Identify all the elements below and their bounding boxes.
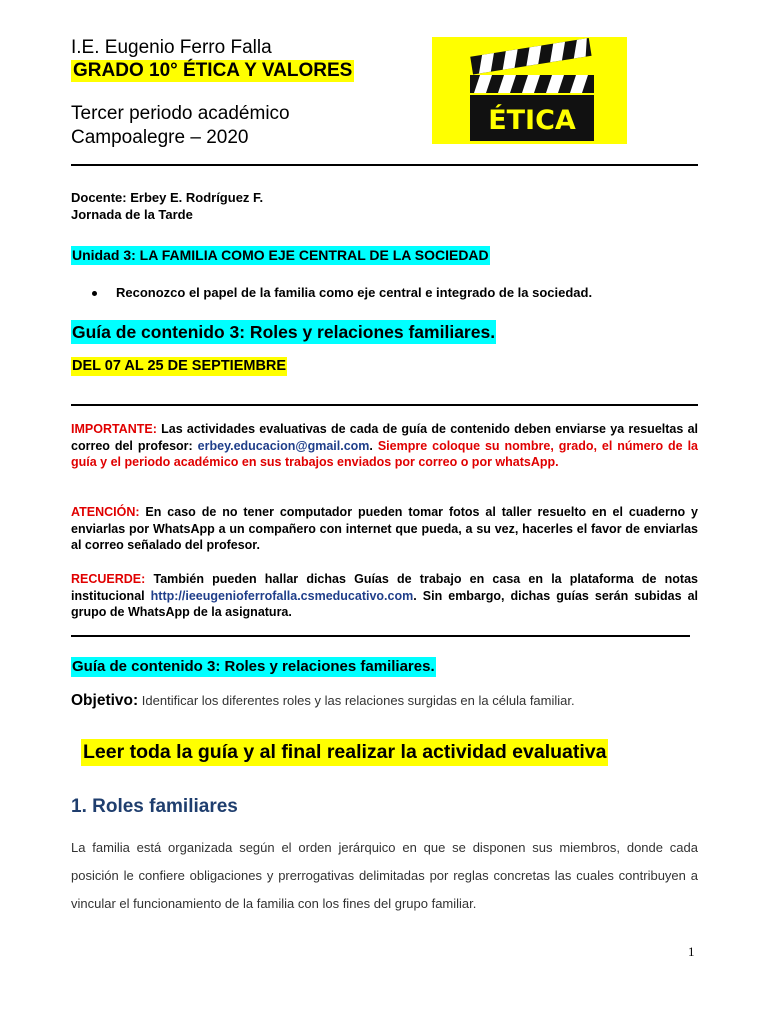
remember-label: RECUERDE: [71,572,146,586]
teacher-email-link[interactable]: erbey.educacion@gmail.com [197,438,370,453]
important-label: IMPORTANTE: [71,422,157,436]
platform-link[interactable]: http://ieeugenioferrofalla.csmeducativo.com [150,588,414,603]
attention-text: En caso de no tener computador pueden tomar fotos al taller resuelto en el cuaderno y enviarlas por WhatsApp a un compañero con internet que pueda, a su vez, hacerles el favor de enviarlas al correo señalado del profesor. [71,505,698,552]
divider [71,635,690,637]
unit-title: Unidad 3: LA FAMILIA COMO EJE CENTRAL DE LA SOCIEDAD [72,247,489,263]
academic-period: Tercer periodo académico [71,103,290,124]
grade-subject: GRADO 10° ÉTICA Y VALORES [73,60,353,81]
teacher-name: Docente: Erbey E. Rodríguez F. [71,190,264,205]
important-text-2: . [369,438,378,453]
school-shift: Jornada de la Tarde [71,207,193,222]
date-range: DEL 07 AL 25 DE SEPTIEMBRE [72,358,287,374]
remember-text-2: . Sin embargo, dichas guías serán subidas al grupo de WhatsApp de la asignatura. [71,588,698,619]
school-name: I.E. Eugenio Ferro Falla [71,37,272,58]
attention-notice [71,504,698,554]
important-notice [71,421,698,471]
divider [71,404,698,406]
attention-label: ATENCIÓN: [71,505,140,519]
remember-notice [71,571,698,621]
town-year: Campoalegre – 2020 [71,127,249,148]
section-body: La familia está organizada según el orden jerárquico en que se disponen sus miembros, donde cada posición le confiere obligaciones y prerrogativas delimitadas por reglas concretas las cuales contribuyen a vincular el funcionamiento de la familia con los fines del grupo familiar. [71,840,698,911]
objective-text: Identificar los diferentes roles y las relaciones surgidas en la célula familiar. [138,693,575,708]
guide-title-repeat: Guía de contenido 3: Roles y relaciones familiares. [72,658,435,675]
guide-title: Guía de contenido 3: Roles y relaciones familiares. [72,322,496,342]
divider [71,164,698,166]
logo-text: ÉTICA [488,105,576,136]
objective [71,690,575,711]
important-red-text: Siempre coloque su nombre, grado, el número de la guía y el periodo académico en sus trabajos enviados por correo o por whatsApp. [71,438,699,469]
objective-label: Objetivo: [71,692,139,709]
section-heading: 1. Roles familiares [71,796,238,817]
bullet-icon [92,291,97,296]
instruction-banner: Leer toda la guía y al final realizar la actividad evaluativa [81,739,608,766]
etica-logo [432,37,627,144]
clapperboard-icon [432,37,627,144]
page-number: 1 [688,944,695,959]
list-item: Reconozco el papel de la familia como eje central e integrado de la sociedad. [116,285,593,300]
important-text: Las actividades evaluativas de cada de guía de contenido deben enviarse ya resueltas al correo del profesor: [71,422,698,453]
remember-text: También pueden hallar dichas Guías de trabajo en casa en la plataforma de notas institucional [71,572,698,603]
